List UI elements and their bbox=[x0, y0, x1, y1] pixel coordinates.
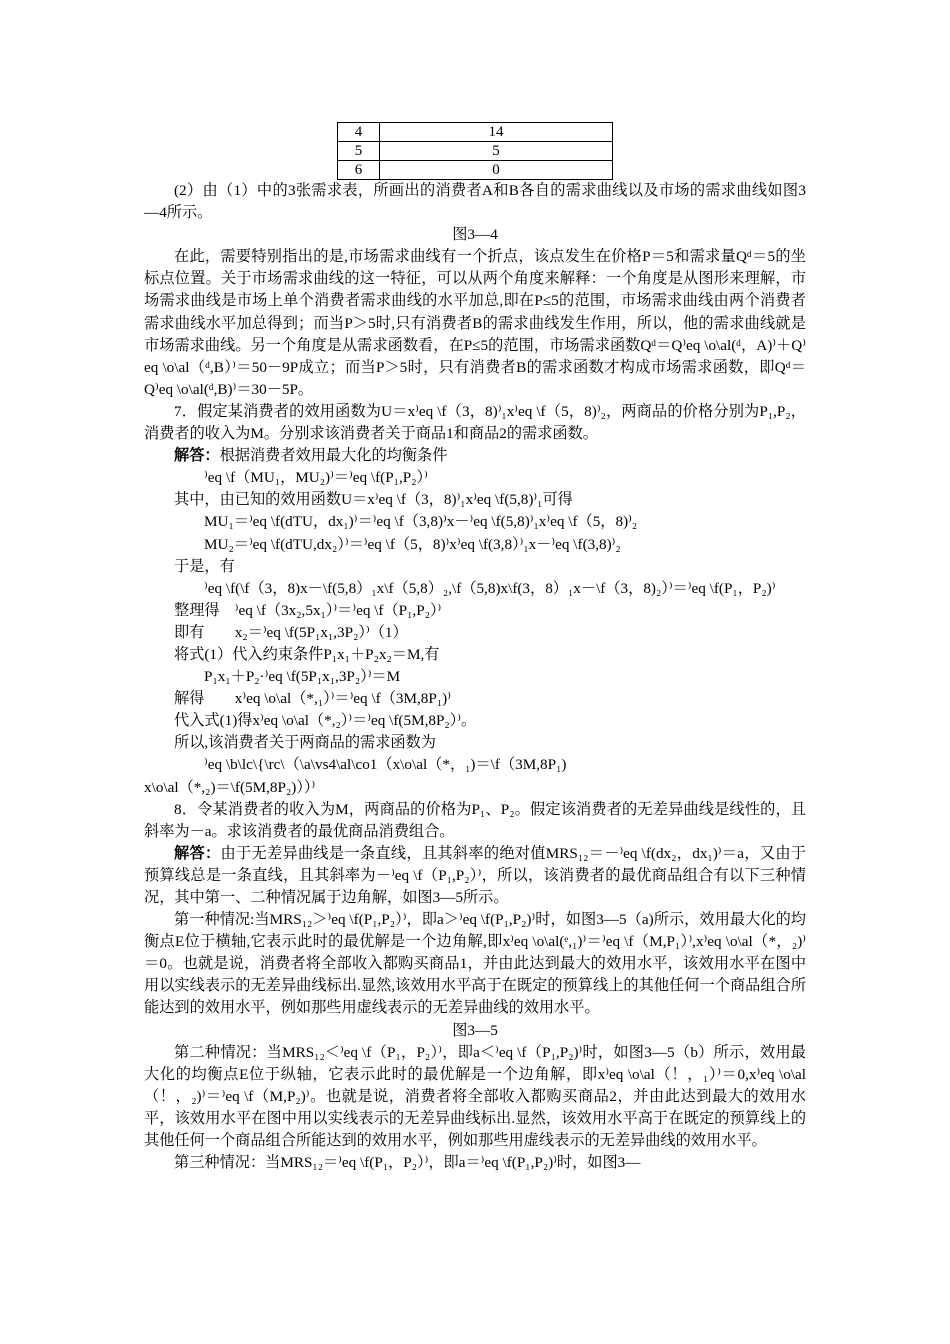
table-row bbox=[338, 123, 613, 142]
paragraph bbox=[144, 754, 806, 776]
paragraph bbox=[144, 180, 806, 224]
demand-table bbox=[337, 122, 613, 180]
paragraph bbox=[144, 600, 806, 622]
paragraph-text: 8．令某消费者的收入为M，两商品的价格为P₁、P₂。假定该消费者的无差异曲线是线性的，且斜率为－a。求该消费者的最优商品消费组合。 bbox=[144, 800, 806, 840]
quantity-cell: 14 bbox=[380, 123, 613, 142]
paragraph bbox=[144, 467, 806, 489]
paragraph-text: 于是，有 bbox=[174, 557, 235, 575]
document-page bbox=[144, 122, 806, 1174]
paragraph-text: ⁾eq \f(\f（3，8)x－\f(5,8）₁x\f（5,8）₂,\f（5,8)x\f(3，8）₁x－\f（3，8)₂）⁾＝⁾eq \f(P₁，P₂)⁾ bbox=[204, 579, 776, 597]
paragraph-text: 由于无差异曲线是一条直线，且其斜率的绝对值MRS₁₂＝－⁾eq \f(dx₂，dx₁)⁾＝a，又由于预算线总是一条直线，且其斜率为－⁾eq \f（P₁,P₂）⁾，所以，该消费者的最优商品组合有以下三种情况，其中第一、二种情况属于边角解，如图3—5所示。 bbox=[144, 844, 806, 906]
paragraph-text: 第三种情况：当MRS₁₂＝⁾eq \f(P₁，P₂）⁾，即a＝⁾eq \f(P₁,P₂)⁾时，如图3— bbox=[174, 1154, 641, 1172]
paragraph bbox=[144, 909, 806, 1019]
paragraph bbox=[144, 644, 806, 666]
paragraph bbox=[144, 799, 806, 843]
paragraph bbox=[144, 534, 806, 556]
paragraph-text: 所以,该消费者关于两商品的需求函数为 bbox=[174, 734, 436, 752]
paragraph-text: x\o\al（*,₂)＝\f(5M,8P₂)））⁾ bbox=[144, 778, 316, 796]
paragraph-text: ⁾eq \b\lc\{\rc\（\a\vs4\al\co1（x\o\al（*，₁)＝\f（3M,8P₁) bbox=[204, 756, 567, 774]
price-cell: 5 bbox=[338, 142, 380, 161]
answer-label: 解答： bbox=[174, 447, 220, 465]
paragraph-text: MU₁＝⁾eq \f(dTU，dx₁)⁾＝⁾eq \f（3,8)⁾x－⁾eq \f(5,8)⁾₁x⁾eq \f（5，8)⁾₂ bbox=[204, 513, 638, 531]
paragraph bbox=[144, 511, 806, 533]
paragraph-text: (2）由（1）中的3张需求表，所画出的消费者A和B各自的需求曲线以及市场的需求曲线如图3—4所示。 bbox=[144, 182, 806, 222]
paragraph-text: 代入式(1)得x⁾eq \o\al（*,₂）⁾＝⁾eq \f(5M,8P₂）⁾。 bbox=[174, 712, 477, 730]
paragraph-text: P₁x₁＋P₂·⁾eq \f(5P₁x₁,3P₂）⁾＝M bbox=[204, 668, 401, 686]
paragraph bbox=[144, 843, 806, 909]
paragraph-text: 整理得 ⁾eq \f（3x₂,5x₁）⁾＝⁾eq \f（P₁,P₂）⁾ bbox=[174, 601, 442, 619]
paragraph bbox=[144, 246, 806, 401]
paragraph-text: 图3—4 bbox=[452, 226, 498, 244]
paragraph bbox=[144, 777, 806, 799]
answer-label: 解答： bbox=[174, 844, 221, 862]
paragraph bbox=[144, 1152, 806, 1174]
quantity-cell: 5 bbox=[380, 142, 613, 161]
quantity-cell: 0 bbox=[380, 161, 613, 180]
figure-caption bbox=[144, 1020, 806, 1042]
paragraph-text: 即有 x₂＝⁾eq \f(5P₁x₁,3P₂）⁾（1） bbox=[174, 623, 408, 641]
paragraph-text: 其中，由已知的效用函数U＝x⁾eq \f（3，8)⁾₁x⁾eq \f(5,8)⁾₁可得 bbox=[174, 491, 573, 509]
table-row bbox=[338, 142, 613, 161]
paragraph bbox=[144, 710, 806, 732]
paragraph bbox=[144, 489, 806, 511]
paragraph-text: 第二种情况：当MRS₁₂＜⁾eq \f（P₁，P₂）⁾，即a＜⁾eq \f（P₁,P₂)⁾时，如图3—5（b）所示，效用最大化的均衡点E位于纵轴，它表示此时的最优解是一个边角解，即x⁾eq \o\al（！，₁）⁾＝0,x⁾eq \o\al（！，₂)⁾＝⁾eq \f（M,P₂)⁾。也就是说，消费者将全部收入都购买商品2，并由此达到最大的效用水平，该效用水平在图中用以实线表示的无差异曲线标出.显然，该效用水平高于在既定的预算线上的其他任何一个商品组合所能达到的效用水平，例如那些用虚线表示的无差异曲线的效用水平。 bbox=[144, 1043, 806, 1150]
paragraph-text: 解得 x⁾eq \o\al（*,₁）⁾＝⁾eq \f（3M,8P₁)⁾ bbox=[174, 690, 451, 708]
paragraph bbox=[144, 1042, 806, 1152]
figure-caption bbox=[144, 224, 806, 246]
paragraph bbox=[144, 401, 806, 445]
paragraph bbox=[144, 556, 806, 578]
paragraph bbox=[144, 732, 806, 754]
paragraph bbox=[144, 688, 806, 710]
paragraph-text: ⁾eq \f（MU₁，MU₂)⁾＝⁾eq \f(P₁,P₂）⁾ bbox=[204, 469, 428, 487]
paragraph-text: 7．假定某消费者的效用函数为U＝x⁾eq \f（3，8)⁾₁x⁾eq \f（5，8)⁾₂，两商品的价格分别为P₁,P₂，消费者的收入为M。分别求该消费者关于商品1和商品2的需求函数。 bbox=[144, 402, 806, 443]
table-row bbox=[338, 161, 613, 180]
paragraph-text: MU₂＝⁾eq \f(dTU,dx₂）⁾＝⁾eq \f（5，8)⁾x⁾eq \f(3,8）⁾₁x－⁾eq \f(3,8)⁾₂ bbox=[204, 535, 621, 553]
paragraph-text: 根据消费者效用最大化的均衡条件 bbox=[219, 447, 448, 465]
paragraph-text: 在此，需要特别指出的是,市场需求曲线有一个折点，该点发生在价格P＝5和需求量Qᵈ＝5的坐标点位置。关于市场需求曲线的这一特征，可以从两个角度来解释：一个角度是从图形来理解，市场需求曲线是市场上单个消费者需求曲线的水平加总,即在P≤5的范围，市场需求曲线由两个消费者需求曲线水平加总得到；而当P＞5时,只有消费者B的需求曲线发生作用，所以，他的需求曲线就是市场需求曲线。另一个角度是从需求函数看，在P≤5的范围，市场需求函数Qᵈ＝Q⁾eq \o\al(ᵈ，A)⁾＋Q⁾eq \o\al（ᵈ,B）⁾＝50－9P成立；而当P＞5时，只有消费者B的需求函数才构成市场需求函数，即Qᵈ＝Q⁾eq \o\al(ᵈ,B)⁾＝30－5P。 bbox=[144, 248, 806, 398]
paragraph-text: 图3—5 bbox=[452, 1021, 498, 1039]
paragraph-text: 将式(1）代入约束条件P₁x₁＋P₂x₂＝M,有 bbox=[174, 645, 440, 663]
price-cell: 4 bbox=[338, 123, 380, 142]
document-body bbox=[144, 180, 806, 1174]
paragraph bbox=[144, 445, 806, 467]
paragraph bbox=[144, 578, 806, 600]
price-cell: 6 bbox=[338, 161, 380, 180]
paragraph-text: 第一种情况:当MRS₁₂＞⁾eq \f(P₁,P₂）⁾，即a＞⁾eq \f(P₁,P₂)⁾时，如图3—5（a)所示，效用最大化的均衡点E位于横轴,它表示此时的最优解是一个边角解,即x⁾eq \o\al(ᵉ,₁)⁾＝⁾eq \f（M,P₁）⁾,x⁾eq \o\al（*，₂)⁾＝0。也就是说，消费者将全部收入都购买商品1，并由此达到最大的效用水平，该效用水平在图中用以实线表示的无差异曲线标出.显然,该效用水平高于在既定的预算线上的其他任何一个商品组合所能达到的效用水平，例如那些用虚线表示的无差异曲线的效用水平。 bbox=[144, 911, 806, 1017]
paragraph bbox=[144, 666, 806, 688]
paragraph bbox=[144, 622, 806, 644]
